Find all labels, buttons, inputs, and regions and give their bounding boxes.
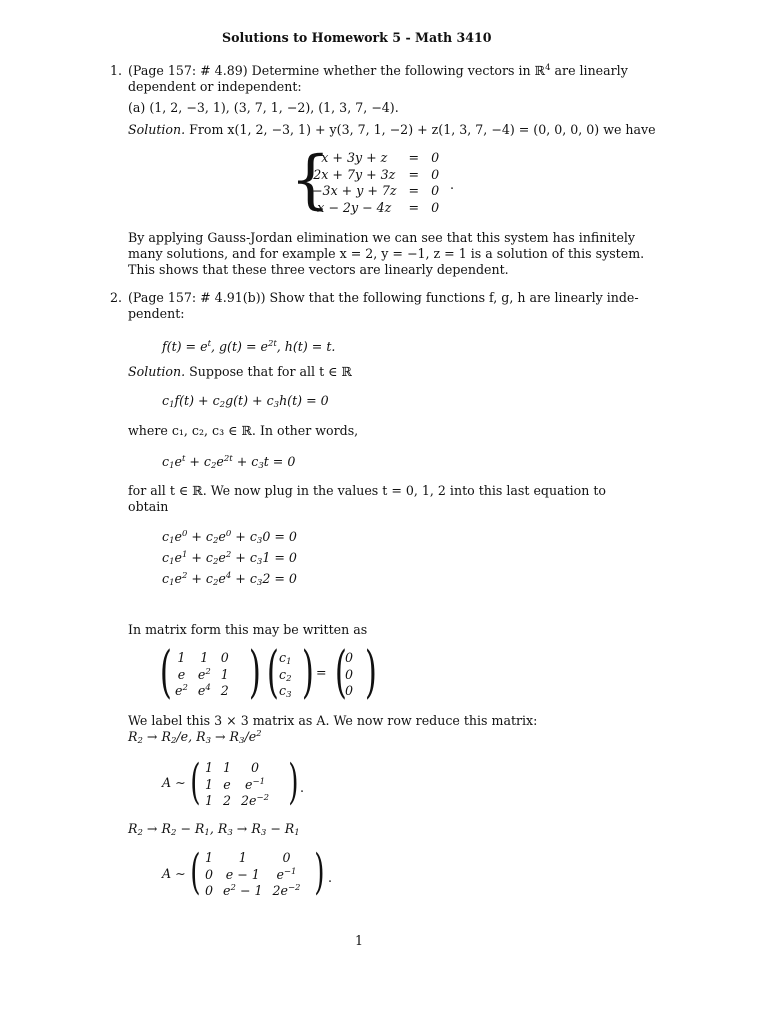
- a-sim-1: A ∼: [162, 775, 186, 790]
- system-row: 2x + 7y + 3z = 0: [313, 166, 440, 182]
- plug-in-line2: obtain: [128, 499, 169, 514]
- system-row: x − 2y − 4z = 0: [317, 199, 440, 215]
- problem-1-statement: (Page 157: # 4.89) Determine whether the following vectors in ℝ$^4$ are linearly: [128, 63, 628, 78]
- plug-in-line1: for all t ∈ ℝ. We now plug in the values t = 0, 1, 2 into this last equation to: [128, 483, 607, 498]
- zero-vector: 0 0 0: [345, 650, 354, 698]
- equation-t0: $c_1e^0 + c_2e^0 + c_30 = 0$: [162, 529, 297, 546]
- function-definitions: $f(t) = e^t$, $g(t) = e^{2t}$, h(t) = t.: [162, 339, 336, 354]
- problem-1-paragraph-line2: many solutions, and for example x = 2, y = −1, z = 1 is a solution of this system.: [128, 246, 645, 261]
- system-row: x + 3y + z = 0: [321, 150, 440, 165]
- matrix-form-intro: In matrix form this may be written as: [128, 622, 368, 637]
- problem-2-statement-line2: pendent:: [128, 306, 185, 321]
- reduced-matrix-2-left-paren: (: [190, 844, 201, 900]
- matrix-right-paren: ): [248, 640, 261, 705]
- reduced-matrix-2-right-paren: ): [314, 844, 325, 900]
- coefficient-matrix: 1 1 0 e $e^2$ 1 $e^2$ $e^4$ 2: [175, 650, 229, 698]
- vector-left-paren: (: [266, 640, 279, 705]
- problem-1-number: 1.: [110, 63, 123, 78]
- problem-1-paragraph-line1: By applying Gauss-Jordan elimination we can see that this system has infinitely: [128, 230, 636, 245]
- period-1: .: [300, 780, 305, 795]
- system-period: .: [450, 177, 455, 192]
- problem-2-statement: (Page 157: # 4.91(b)) Show that the following functions f, g, h are linearly inde-: [128, 290, 639, 305]
- vector-right-paren: ): [301, 640, 314, 705]
- equation-t2: $c_1e^2 + c_2e^4 + c_32 = 0$: [162, 571, 297, 588]
- page-number: 1: [355, 933, 364, 948]
- problem-2-number: 2.: [110, 290, 123, 305]
- exponential-combination-equation: $c_1e^t + c_2e^{2t} + c_3t = 0$: [162, 454, 296, 471]
- reduced-matrix-1: 1 1 0 1 e $e^{-1}$ 1 2 $2e^{-2}$: [205, 760, 270, 808]
- system-brace: {: [290, 143, 331, 217]
- matrix-left-paren: (: [159, 640, 172, 705]
- problem-1-paragraph-line3: This shows that these three vectors are linearly dependent.: [128, 262, 509, 277]
- reduced-matrix-1-left-paren: (: [190, 754, 201, 810]
- reduced-matrix-2: 1 1 0 0 e − 1 $e^{-1}$ 0 $e^2 - 1$ $2e^{-2}$: [205, 850, 301, 898]
- zero-vector-left-paren: (: [334, 640, 347, 705]
- problem-1-solution-intro: Solution. From x(1, 2, −3, 1) + y(3, 7, 1, −2) + z(1, 3, 7, −4) = (0, 0, 0, 0) we have: [128, 122, 656, 137]
- period-2: .: [328, 870, 333, 885]
- problem-1-statement-line2: dependent or independent:: [128, 79, 302, 94]
- zero-vector-right-paren: ): [364, 640, 377, 705]
- row-operation-1: $R_2 \to R_2/e$, $R_3 \to R_3/e^2$: [128, 729, 262, 746]
- where-clause: where c₁, c₂, c₃ ∈ ℝ. In other words,: [128, 423, 359, 438]
- row-operation-2: $R_2 \to R_2 - R_1$, $R_3 \to R_3 - R_1$: [128, 821, 300, 838]
- equation-t1: $c_1e^1 + c_2e^2 + c_31 = 0$: [162, 550, 297, 567]
- linear-combination-equation: $c_1f(t) + c_2g(t) + c_3h(t) = 0$: [162, 393, 329, 410]
- unknown-vector: $c_1$ $c_2$ $c_3$: [279, 650, 292, 700]
- system-row: −3x + y + 7z = 0: [312, 183, 440, 198]
- page-title: Solutions to Homework 5 - Math 3410: [222, 30, 492, 45]
- problem-2-solution-intro: Solution. Suppose that for all t ∈ ℝ: [128, 364, 352, 379]
- label-matrix-text: We label this 3 × 3 matrix as A. We now row reduce this matrix:: [128, 713, 538, 728]
- equation-system: [306, 150, 445, 216]
- a-sim-2: A ∼: [162, 866, 186, 881]
- reduced-matrix-1-right-paren: ): [288, 754, 299, 810]
- equals-sign: =: [316, 665, 327, 680]
- problem-1-part-a: (a) (1, 2, −3, 1), (3, 7, 1, −2), (1, 3, 7, −4).: [128, 100, 399, 115]
